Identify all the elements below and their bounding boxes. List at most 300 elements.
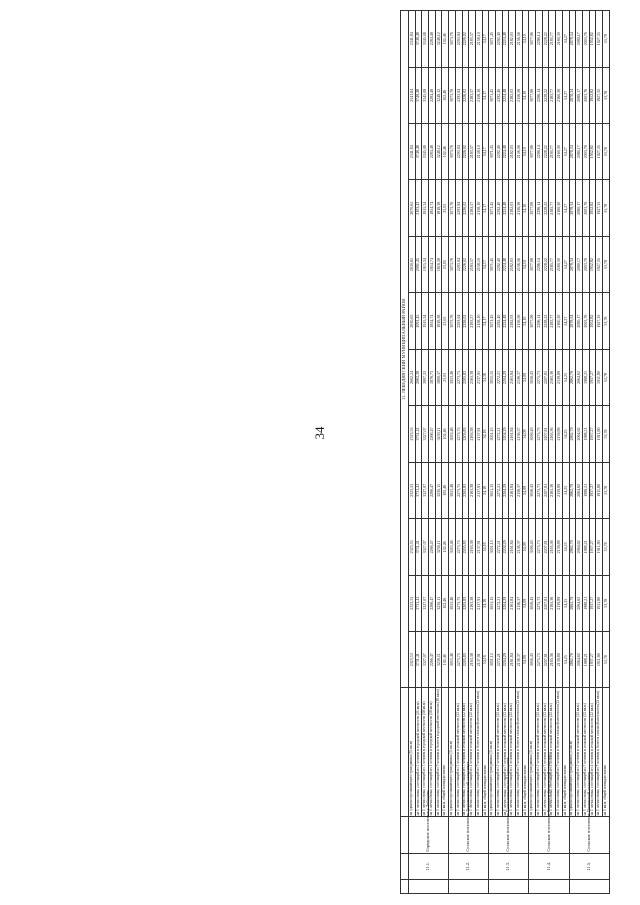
value-cell: 2323,53 [409, 519, 416, 575]
value-cell: 2165,36 [549, 519, 556, 575]
value-cell: 2185,77 [549, 67, 556, 123]
value-cell: 3327,07 [422, 406, 429, 462]
value-cell: 23,03 [442, 349, 449, 405]
value-cell: 3731,41 [415, 631, 422, 687]
value-cell: 2293,94 [455, 236, 462, 292]
value-cell: 2266,47 [429, 631, 436, 687]
value-cell: 2205,83 [462, 406, 469, 462]
value-cell: 2137,91 [475, 575, 482, 631]
value-cell: 1911,80 [596, 406, 603, 462]
value-cell: 2156,56 [516, 293, 523, 349]
value-cell: 3053,46 [449, 519, 456, 575]
value-cell: 2292,40 [495, 67, 502, 123]
row-label: на 1 члена семьи, состоящей из 2 человек в сельской местности (22 кв.м) [576, 688, 583, 817]
value-cell: 2064,62 [576, 406, 583, 462]
value-cell: 1988,21 [582, 519, 589, 575]
table-row [482, 11, 489, 894]
value-cell: 2158,10 [475, 11, 482, 68]
value-cell: 2284,48 [429, 11, 436, 68]
value-cell: 2293,94 [455, 67, 462, 123]
table-row [509, 11, 516, 894]
value-cell: 53,78 [602, 519, 609, 575]
value-cell: 2204,29 [502, 406, 509, 462]
value-cell: 3073,76 [449, 11, 456, 68]
table-row [409, 11, 416, 894]
value-cell: 2163,38 [469, 462, 476, 518]
value-cell: 1897,33 [422, 349, 429, 405]
value-cell: 1927,35 [596, 180, 603, 236]
table-row [455, 11, 462, 894]
value-cell: 2273,75 [455, 406, 462, 462]
value-cell: 2292,40 [495, 236, 502, 292]
page-number: 34 [312, 426, 327, 440]
value-cell: 2224,48 [502, 236, 509, 292]
value-cell: 102,46 [442, 575, 449, 631]
row-label: на 1 члена семьи, состоящей из 4 человек в сельской местности (22 кв.м) [469, 688, 476, 817]
value-cell: 1800,37 [435, 349, 442, 405]
value-cell: 2161,84 [509, 462, 516, 518]
value-cell: 2161,84 [509, 631, 516, 687]
value-cell: 54,17 [482, 124, 489, 180]
value-cell: 2091,45 [415, 236, 422, 292]
group-code: 11.5. [569, 853, 610, 879]
value-cell: 2064,62 [576, 349, 583, 405]
value-cell: 2165,36 [549, 349, 556, 405]
table-row [576, 11, 583, 894]
value-cell: 2207,81 [542, 575, 549, 631]
value-cell: 2080,17 [576, 11, 583, 68]
value-cell: 3230,11 [435, 631, 442, 687]
value-cell: 2160,30 [556, 11, 563, 68]
blank-cell [449, 879, 489, 893]
row-label: на 1 члена семьи, состоящей из 3 человек в сельской местности (22 кв.м) [582, 688, 589, 817]
value-cell: 2137,91 [475, 349, 482, 405]
value-cell: 2630,65 [409, 236, 416, 292]
row-label: на 1 члена семьи, состоящей из 4 человек в городской местности (18 кв.м) [429, 688, 436, 817]
value-cell: 53,78 [602, 180, 609, 236]
group-code: 11.4. [529, 853, 569, 879]
value-cell: 54,27 [562, 124, 569, 180]
value-cell: 1927,35 [596, 236, 603, 292]
row-label: на 1 члена семьи, состоящей из 3 человек в сельской местности (22 кв.м) [462, 688, 469, 817]
value-cell: 2163,38 [469, 631, 476, 687]
value-cell: 54,09 [522, 519, 529, 575]
value-cell: 2137,91 [475, 406, 482, 462]
value-cell: 23,05 [442, 180, 449, 236]
value-cell: 53,78 [602, 349, 609, 405]
value-cell: 2205,83 [462, 631, 469, 687]
table-row [562, 11, 569, 894]
value-cell: 1937,27 [589, 519, 596, 575]
value-cell: 3345,08 [422, 67, 429, 123]
blank-cell [401, 853, 409, 879]
value-cell: 54,09 [522, 575, 529, 631]
value-cell: 1854,74 [429, 293, 436, 349]
value-cell: 2204,29 [502, 519, 509, 575]
row-label: на 1 кв.м. общей площади жилья [522, 688, 529, 817]
value-cell: 2182,03 [509, 180, 516, 236]
value-cell: 2275,73 [536, 575, 543, 631]
value-cell: 54,10 [522, 124, 529, 180]
settlement-name: Сельское поселение Большепоповский сельсовет [489, 817, 529, 853]
table-row [569, 11, 576, 894]
value-cell: 2163,38 [469, 349, 476, 405]
value-cell: 2064,62 [576, 519, 583, 575]
table-row [596, 11, 603, 894]
value-cell: 2878,34 [569, 124, 576, 180]
value-cell: 2156,56 [516, 67, 523, 123]
value-cell: 2272,21 [495, 631, 502, 687]
table-row [556, 11, 563, 894]
value-cell: 2862,79 [569, 349, 576, 405]
row-label: на 1 кв.м. общей площади жилья [482, 688, 489, 817]
table-row [429, 11, 436, 894]
value-cell: 1927,35 [596, 11, 603, 68]
value-cell: 2137,91 [475, 519, 482, 575]
value-cell: 102,46 [442, 124, 449, 180]
value-cell: 3071,45 [489, 124, 496, 180]
value-cell: 54,09 [522, 349, 529, 405]
value-cell: 2207,81 [542, 462, 549, 518]
value-cell: 2292,40 [495, 11, 502, 68]
value-cell: 2163,38 [469, 519, 476, 575]
value-cell: 2103,43 [415, 180, 422, 236]
value-cell: 3077,06 [529, 67, 536, 123]
value-cell: 3053,46 [449, 406, 456, 462]
value-cell: 1937,27 [589, 462, 596, 518]
value-cell: 2063,38 [415, 349, 422, 405]
value-cell: 2080,17 [576, 124, 583, 180]
value-cell: 3056,43 [529, 631, 536, 687]
value-cell: 1927,35 [596, 124, 603, 180]
value-cell: 3056,43 [529, 519, 536, 575]
value-cell: 2284,48 [429, 67, 436, 123]
value-cell: 2139,89 [556, 519, 563, 575]
table-row [522, 11, 529, 894]
tariff-table [400, 10, 610, 894]
value-cell: 2323,53 [409, 631, 416, 687]
value-cell: 2183,57 [469, 124, 476, 180]
value-cell: 3073,76 [449, 180, 456, 236]
value-cell: 3327,07 [422, 575, 429, 631]
value-cell: 1952,82 [589, 293, 596, 349]
value-cell: 2228,22 [542, 293, 549, 349]
value-cell: 2226,02 [462, 11, 469, 68]
value-cell: 23,05 [442, 236, 449, 292]
value-cell: 1915,34 [422, 180, 429, 236]
value-cell: 2273,75 [455, 631, 462, 687]
value-cell: 54,09 [522, 631, 529, 687]
group-code: 11.2. [449, 853, 489, 879]
value-cell: 2160,30 [556, 236, 563, 292]
value-cell: 3230,11 [435, 462, 442, 518]
value-cell: 2136,37 [516, 519, 523, 575]
value-cell: 2266,47 [429, 462, 436, 518]
value-cell: 2226,02 [462, 236, 469, 292]
table-row [516, 11, 523, 894]
value-cell: 2165,36 [549, 631, 556, 687]
value-cell: 2064,62 [576, 631, 583, 687]
value-cell: 1988,21 [582, 575, 589, 631]
value-cell: 2296,14 [536, 180, 543, 236]
value-cell: 2183,57 [469, 236, 476, 292]
value-cell: 2296,14 [536, 11, 543, 68]
value-cell: 3051,15 [489, 349, 496, 405]
value-cell: 54,09 [522, 462, 529, 518]
value-cell: 3749,48 [415, 124, 422, 180]
table-row [529, 11, 536, 894]
value-cell: 2266,47 [429, 575, 436, 631]
row-label: на 1 члена семьи, состоящей из 3 человек в сельской местности (22 кв.м) [502, 688, 509, 817]
value-cell: 54,25 [562, 462, 569, 518]
value-cell: 2878,34 [569, 180, 576, 236]
row-label: на 1 члена семьи, состоящей из 4 человек в сельской местности (22 кв.м) [589, 688, 596, 817]
value-cell: 2156,56 [516, 124, 523, 180]
blank-cell [401, 817, 409, 853]
value-cell: 2224,48 [502, 180, 509, 236]
value-cell: 2160,30 [556, 180, 563, 236]
table-row [582, 11, 589, 894]
value-cell: 2163,38 [469, 406, 476, 462]
value-cell: 2272,21 [495, 519, 502, 575]
value-cell: 2185,77 [549, 293, 556, 349]
value-cell: 2185,77 [549, 180, 556, 236]
value-cell: 2003,76 [582, 67, 589, 123]
value-cell: 1952,82 [589, 124, 596, 180]
value-cell: 3071,45 [489, 11, 496, 68]
value-cell: 2080,17 [576, 293, 583, 349]
value-cell: 2003,76 [582, 293, 589, 349]
value-cell: 3056,43 [529, 575, 536, 631]
value-cell: 2292,40 [495, 124, 502, 180]
value-cell: 2163,38 [469, 575, 476, 631]
table-row [435, 11, 442, 894]
value-cell: 54,10 [522, 11, 529, 68]
value-cell: 3051,15 [489, 462, 496, 518]
value-cell: 3051,15 [489, 519, 496, 575]
row-label: на 1 кв.м. общей площади жилья [602, 688, 609, 817]
value-cell: 3071,45 [489, 67, 496, 123]
value-cell: 2266,47 [429, 406, 436, 462]
value-cell: 2272,21 [495, 462, 502, 518]
value-cell: 1915,34 [422, 236, 429, 292]
value-cell: 2224,48 [502, 124, 509, 180]
value-cell: 2182,03 [509, 11, 516, 68]
value-cell: 1988,21 [582, 406, 589, 462]
value-cell: 2003,76 [582, 11, 589, 68]
value-cell: 2296,14 [536, 67, 543, 123]
value-cell: 3056,43 [529, 406, 536, 462]
row-label: на 1 члена семьи, состоящей из 2 человек в сельской местности (22 кв.м) [536, 688, 543, 817]
blank-cell [569, 879, 610, 893]
value-cell: 2137,91 [475, 462, 482, 518]
settlement-name: Городское поселение г.Лебедянь [409, 817, 449, 853]
row-label: на 1 члена семьи, состоящей из 2 человек в городской местности (21 кв.м) [415, 688, 422, 817]
value-cell: 2273,75 [455, 462, 462, 518]
value-cell: 2272,21 [495, 349, 502, 405]
settlement-name: Сельское поселение Вязовский сельсовет [569, 817, 610, 853]
value-cell: 53,78 [602, 406, 609, 462]
value-cell: 54,25 [562, 349, 569, 405]
value-cell: 2272,21 [495, 575, 502, 631]
value-cell: 2182,03 [509, 236, 516, 292]
value-cell: 2862,79 [569, 631, 576, 687]
value-cell: 2293,94 [455, 293, 462, 349]
value-cell: 3051,15 [489, 575, 496, 631]
value-cell: 2182,03 [509, 67, 516, 123]
value-cell: 2602,24 [409, 349, 416, 405]
value-cell: 2226,02 [462, 180, 469, 236]
value-cell: 3327,07 [422, 519, 429, 575]
settlement-name: Сельское поселение Агрономовский сельсовет [449, 817, 489, 853]
value-cell: 2878,34 [569, 236, 576, 292]
row-label: на 1 члена семьи, состоящей из 4 человек в сельской местности (22 кв.м) [509, 688, 516, 817]
value-cell: 2341,84 [409, 67, 416, 123]
value-cell: 2878,34 [569, 293, 576, 349]
value-cell: 2158,10 [475, 67, 482, 123]
value-cell: 53,78 [602, 462, 609, 518]
value-cell: 3731,41 [415, 406, 422, 462]
value-cell: 53,78 [602, 67, 609, 123]
value-cell: 54,10 [522, 180, 529, 236]
value-cell: 2158,10 [475, 293, 482, 349]
value-cell: 1927,35 [596, 67, 603, 123]
value-cell: 2293,94 [455, 11, 462, 68]
value-cell: 2275,73 [536, 462, 543, 518]
value-cell: 2205,83 [462, 575, 469, 631]
value-cell: 54,25 [562, 631, 569, 687]
value-cell: 3327,07 [422, 462, 429, 518]
value-cell: 1937,27 [589, 406, 596, 462]
value-cell: 1911,80 [596, 462, 603, 518]
value-cell: 3749,48 [415, 11, 422, 68]
value-cell: 3230,11 [435, 406, 442, 462]
value-cell: 2003,76 [582, 236, 589, 292]
value-cell: 54,10 [522, 67, 529, 123]
value-cell: 1876,73 [429, 349, 436, 405]
value-cell: 102,46 [442, 462, 449, 518]
value-cell: 2862,79 [569, 462, 576, 518]
value-cell: 2226,02 [462, 67, 469, 123]
value-cell: 2160,30 [556, 124, 563, 180]
section-header-row [401, 11, 409, 894]
value-cell: 54,27 [562, 67, 569, 123]
value-cell: 3077,06 [529, 236, 536, 292]
value-cell: 2185,77 [549, 124, 556, 180]
row-label: на 1 члена семьи, состоящей из 3 человек в сельской местности (22 кв.м) [542, 688, 549, 817]
value-cell: 2670,65 [409, 180, 416, 236]
value-cell: 2878,34 [569, 67, 576, 123]
value-cell: 1915,34 [422, 293, 429, 349]
value-cell: 1952,82 [589, 236, 596, 292]
value-cell: 2064,62 [576, 462, 583, 518]
value-cell: 2136,37 [516, 462, 523, 518]
value-cell: 2183,57 [469, 180, 476, 236]
value-cell: 2296,14 [536, 236, 543, 292]
value-cell: 54,27 [562, 293, 569, 349]
value-cell: 2137,91 [475, 631, 482, 687]
table-row [536, 11, 543, 894]
value-cell: 2296,14 [536, 124, 543, 180]
value-cell: 2156,56 [516, 11, 523, 68]
value-cell: 3073,76 [449, 124, 456, 180]
value-cell: 3077,06 [529, 293, 536, 349]
value-cell: 1911,80 [596, 575, 603, 631]
value-cell: 3056,43 [529, 349, 536, 405]
value-cell: 54,16 [482, 575, 489, 631]
value-cell: 2136,37 [516, 406, 523, 462]
row-label: на одиноко проживающего гражданина (33 кв.м) [489, 688, 496, 817]
table-row [449, 11, 456, 894]
row-label: на 1 члена семьи, состоящей из 4 человек в сельской местности (22 кв.м) [549, 688, 556, 817]
value-cell: 2158,10 [475, 180, 482, 236]
value-cell: 2080,17 [576, 180, 583, 236]
value-cell: 2185,77 [549, 236, 556, 292]
value-cell: 2156,56 [516, 236, 523, 292]
value-cell: 2284,48 [429, 124, 436, 180]
value-cell: 1937,27 [589, 575, 596, 631]
value-cell: 2228,22 [542, 236, 549, 292]
value-cell: 3731,41 [415, 575, 422, 631]
value-cell: 1988,21 [582, 631, 589, 687]
value-cell: 1927,35 [596, 293, 603, 349]
value-cell: 54,17 [482, 236, 489, 292]
value-cell: 3053,46 [449, 349, 456, 405]
value-cell: 2204,29 [502, 349, 509, 405]
value-cell: 3053,46 [449, 462, 456, 518]
value-cell: 2139,89 [556, 349, 563, 405]
value-cell: 54,25 [562, 575, 569, 631]
value-cell: 2161,84 [509, 406, 516, 462]
value-cell: 2136,37 [516, 575, 523, 631]
value-cell: 2205,83 [462, 349, 469, 405]
value-cell: 54,16 [482, 519, 489, 575]
value-cell: 1911,80 [596, 519, 603, 575]
value-cell: 3051,15 [489, 406, 496, 462]
value-cell: 3073,76 [449, 67, 456, 123]
row-label: на 1 кв.м. общей площади жилья [442, 688, 449, 817]
value-cell: 3056,43 [529, 462, 536, 518]
value-cell: 2862,79 [569, 406, 576, 462]
value-cell: 1988,21 [582, 349, 589, 405]
value-cell: 2292,40 [495, 293, 502, 349]
value-cell: 2224,48 [502, 67, 509, 123]
value-cell: 1818,38 [435, 180, 442, 236]
value-cell: 54,16 [482, 631, 489, 687]
value-cell: 54,25 [562, 406, 569, 462]
value-cell: 1818,38 [435, 236, 442, 292]
value-cell: 2204,29 [502, 575, 509, 631]
value-cell: 2228,22 [542, 124, 549, 180]
value-cell: 3345,08 [422, 124, 429, 180]
table-row [489, 11, 496, 894]
value-cell: 54,16 [482, 349, 489, 405]
row-label: на 1 члена семьи, состоящей из 5 человек и более в сельской местности (22 кв.м) [596, 688, 603, 817]
blank-cell [401, 688, 409, 817]
value-cell: 2156,56 [516, 180, 523, 236]
row-label: на 1 члена семьи, состоящей из 3 человек в городской местности (18 кв.м) [422, 688, 429, 817]
value-cell: 54,27 [562, 236, 569, 292]
value-cell: 3731,41 [415, 462, 422, 518]
value-cell: 3248,12 [435, 67, 442, 123]
value-cell: 2183,57 [469, 11, 476, 68]
value-cell: 2207,81 [542, 519, 549, 575]
value-cell: 2080,17 [576, 236, 583, 292]
value-cell: 2293,94 [455, 180, 462, 236]
value-cell: 2296,14 [536, 293, 543, 349]
value-cell: 3071,45 [489, 293, 496, 349]
value-cell: 2205,83 [462, 519, 469, 575]
